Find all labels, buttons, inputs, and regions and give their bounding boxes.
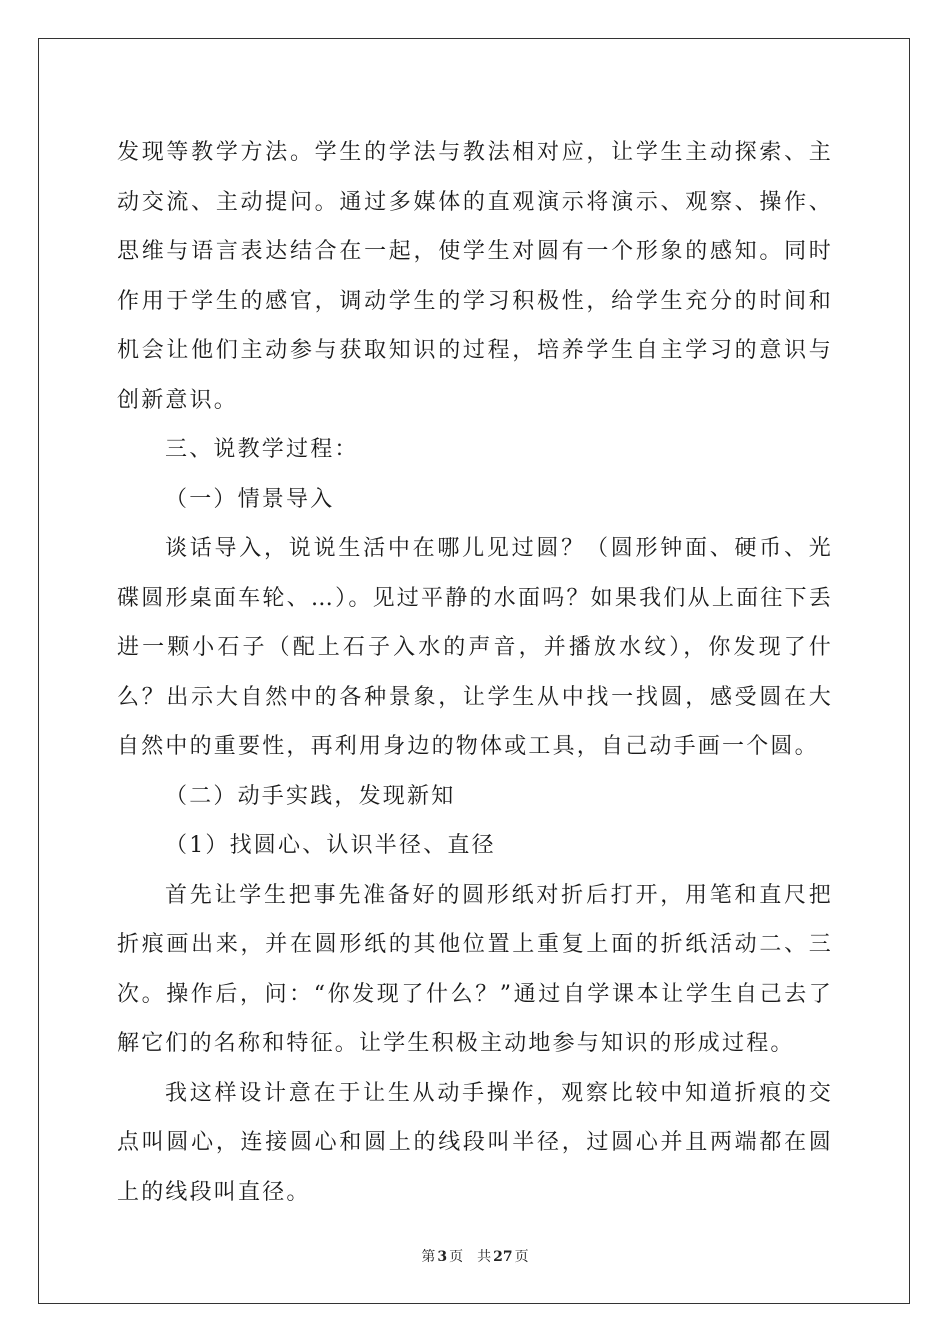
heading-teaching-process: 三、说教学过程： [165, 437, 359, 462]
heading-find-center: （1）找圆心、认识半径、直径 [165, 833, 496, 858]
total-prefix: 共 [477, 1249, 492, 1265]
page-prefix: 第 [421, 1249, 436, 1265]
heading-hands-on-practice: （二）动手实践，发现新知 [165, 783, 456, 809]
document-body [117, 128, 833, 1217]
total-pages-number: 27 [493, 1249, 513, 1265]
paragraph-teaching-methods: 发现等教学方法。学生的学法与教法相对应，让学生主动探索、主动交流、主动提问。通过多媒体的直观演示将演示、观察、操作、思维与语言表达结合在一起，使学生对圆有一个形象的感知。同时作用于学生的感官，调动学生的学习积极性，给学生充分的时间和机会让他们主动参与获取知识的过程，培养学生自主学习的意识与创新意识。 [117, 140, 833, 413]
paragraph-design-intent: 我这样设计意在于让生从动手操作，观察比较中知道折痕的交点叫圆心，连接圆心和圆上的线段叫半径，过圆心并且两端都在圆上的线段叫直径。 [117, 1080, 833, 1205]
current-page-number: 3 [437, 1249, 448, 1265]
paragraph-conversation-intro: 谈话导入，说说生活中在哪儿见过圆？（圆形钟面、硬币、光碟圆形桌面车轮、…）。见过平静的水面吗？如果我们从上面往下丢进一颗小石子（配上石子入水的声音，并播放水纹），你发现了什么？出示大自然中的各种景象，让学生从中找一找圆，感受圆在大自然中的重要性，再利用身边的物体或工具，自己动手画一个圆。 [117, 536, 833, 759]
heading-scenario-intro: （一）情景导入 [165, 486, 335, 512]
page-suffix: 页 [449, 1249, 464, 1265]
total-suffix: 页 [514, 1249, 529, 1265]
page-footer [0, 1246, 950, 1266]
paragraph-folding-activity: 首先让学生把事先准备好的圆形纸对折后打开，用笔和直尺把折痕画出来，并在圆形纸的其他位置上重复上面的折纸活动二、三次。操作后，问：“你发现了什么？”通过自学课本让学生自己去了解它们的名称和特征。让学生积极主动地参与知识的形成过程。 [117, 882, 833, 1056]
